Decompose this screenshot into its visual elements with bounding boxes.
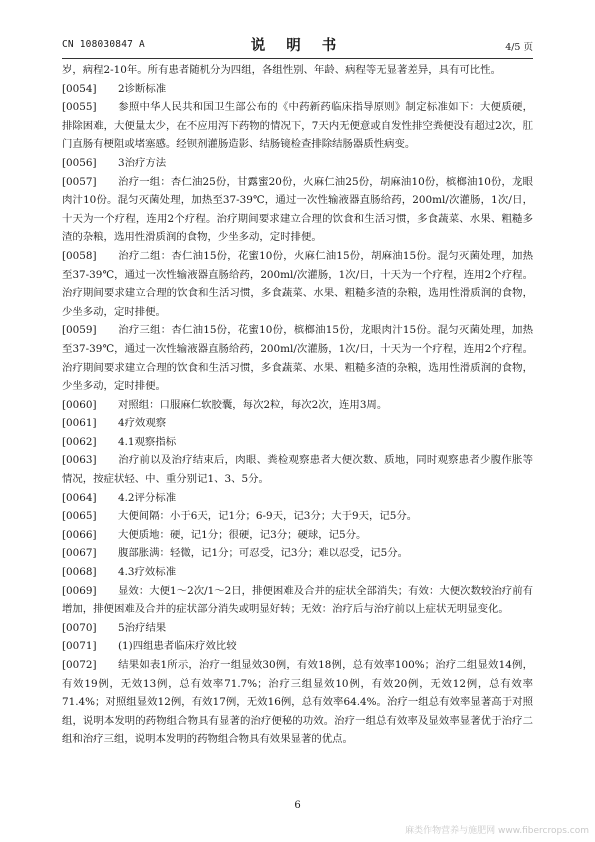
paragraph-text: 治疗三组：杏仁油15份，花蜜10份，槟榔油15份，龙眼肉汁15份。混匀灭菌处理，加热至37-39℃，通过一次性输液器直肠给药，200ml/次灌肠，1次/日，十天为一个疗程，连用2个疗程。治疗期间要求建立合理的饮食和生活习惯，多食蔬菜、水果、粗糙多渣的杂粮，选用性滑质润的食物，少坐多动，定时排便。 — [62, 324, 533, 393]
paragraph-number: [0057] — [62, 175, 97, 188]
paragraph — [62, 526, 533, 545]
paragraph — [62, 80, 533, 99]
paragraph-text: 结果如表1所示，治疗一组显效30例，有效18例，总有效率100%；治疗二组显效14例，有效19例，无效13例，总有效率71.7%；治疗三组显效10例，有效20例，无效12例，总有效率71.4%；对照组显效12例，有效17例，无效16例，总有效率64.4%。治疗一组总有效率显著高于对照组，说明本发明的药物组合物具有显著的治疗便秘的功效。治疗一组总有效率及显效率显著优于治疗二组和治疗三组，说明本发明的药物组合物具有效果显著的优点。 — [62, 659, 533, 746]
paragraph — [62, 61, 533, 80]
paragraph-number: [0065] — [62, 510, 97, 523]
paragraph-number: [0062] — [62, 435, 97, 448]
paragraph — [62, 247, 533, 321]
paragraph — [62, 507, 533, 526]
paragraph-number: [0064] — [62, 491, 97, 504]
patent-number: CN 108030847 A — [62, 39, 145, 50]
paragraph — [62, 98, 533, 154]
paragraph-number: [0059] — [62, 324, 97, 337]
paragraph-text: 5治疗结果 — [118, 621, 167, 634]
paragraph-text: 4.3疗效标准 — [118, 566, 177, 579]
paragraph — [62, 544, 533, 563]
paragraph-text: 3治疗方法 — [118, 156, 167, 169]
paragraph — [62, 173, 533, 247]
document-body — [62, 61, 533, 749]
paragraph-number: [0072] — [62, 659, 97, 671]
paragraph-text: 治疗一组：杏仁油25份，甘露蜜20份，火麻仁油25份，胡麻油10份，槟榔油10份，龙眼肉汁10份。混匀灭菌处理，加热至37-39℃，通过一次性输液器直肠给药，200ml/次灌肠，1次/日，十天为一个疗程，连用2个疗程。治疗期间要求建立合理的饮食和生活习惯，多食蔬菜、水果、粗糙多渣的杂粮，选用性滑质润的食物，少坐多动，定时排便。 — [62, 175, 533, 244]
paragraph — [62, 396, 533, 415]
paragraph — [62, 451, 533, 488]
paragraph-number: [0063] — [62, 454, 97, 467]
paragraph — [62, 563, 533, 582]
paragraph-number: [0071] — [62, 640, 97, 653]
paragraph-number: [0054] — [62, 82, 97, 95]
page-title: 说 明 书 — [250, 37, 345, 54]
paragraph-number: [0069] — [62, 584, 97, 597]
paragraph-number: [0058] — [62, 249, 97, 262]
paragraph-text: 4.1观察指标 — [118, 435, 177, 448]
paragraph — [62, 637, 533, 656]
paragraph — [62, 619, 533, 638]
header-rule — [62, 58, 533, 59]
paragraph-text: 2诊断标准 — [118, 82, 167, 95]
paragraph-number: [0060] — [62, 398, 97, 411]
paragraph-text: 腹部胀满：轻微，记1分；可忍受，记3分；难以忍受，记5分。 — [118, 547, 408, 560]
paragraph-number: [0061] — [62, 417, 97, 430]
paragraph — [62, 154, 533, 173]
paragraph-text: 4.2评分标准 — [118, 491, 177, 504]
paragraph — [62, 489, 533, 508]
paragraph — [62, 656, 533, 749]
page-indicator: 4/5 页 — [505, 42, 533, 53]
paragraph-text: 显效：大便1～2次/1～2日，排便困难及合并的症状全部消失；有效：大便次数较治疗前有增加，排便困难及合并的症状部分消失或明显好转；无效：治疗后与治疗前以上症状无明显变化。 — [62, 584, 533, 616]
paragraph — [62, 321, 533, 395]
paragraph-number: [0068] — [62, 566, 97, 579]
page-header — [62, 34, 533, 56]
paragraph-text: 岁，病程2-10年。所有患者随机分为四组，各组性别、年龄、病程等无显著差异，具有可比性。 — [62, 64, 501, 76]
paragraph-text: 大便质地：硬，记1分；很硬，记3分；硬球，记5分。 — [118, 528, 367, 541]
paragraph-text: (1)四组患者临床疗效比较 — [118, 640, 237, 653]
paragraph-text: 对照组：口服麻仁软胶囊，每次2粒，每次2次，连用3周。 — [118, 398, 388, 411]
paragraph-number: [0066] — [62, 528, 97, 541]
paragraph-number: [0067] — [62, 547, 97, 560]
paragraph — [62, 433, 533, 452]
paragraph-number: [0055] — [62, 101, 97, 114]
paragraph-text: 参照中华人民共和国卫生部公布的《中药新药临床指导原则》制定标准如下：大便质硬，排除困难，大便量太少，在不应用泻下药物的情况下，7天内无便意或自发性排空粪便没有超过2次，肛门直肠有梗阻或堵塞感。经钡剂灌肠造影、结肠镜检查排除结肠器质性病变。 — [62, 101, 533, 151]
paragraph-text: 4疗效观察 — [118, 417, 167, 430]
page-number: 6 — [294, 800, 301, 811]
paragraph — [62, 414, 533, 433]
paragraph-text: 治疗二组：杏仁油15份，花蜜10份，火麻仁油15份，胡麻油15份。混匀灭菌处理，加热至37-39℃，通过一次性输液器直肠给药，200ml/次灌肠，1次/日，十天为一个疗程，连用2个疗程。治疗期间要求建立合理的饮食和生活习惯，多食蔬菜、水果、粗糙多渣的杂粮，选用性滑质润的食物，少坐多动，定时排便。 — [62, 249, 533, 318]
paragraph-text: 治疗前以及治疗结束后，肉眼、粪检观察患者大便次数、质地，同时观察患者少腹作胀等情况，按症状轻、中、重分别记1、3、5分。 — [62, 454, 533, 486]
watermark: 麻类作物营养与施肥网 www.fibercrops.com — [405, 826, 589, 836]
paragraph-number: [0070] — [62, 621, 97, 634]
paragraph-text: 大便间隔：小于6天，记1分；6-9天，记3分；大于9天，记5分。 — [118, 510, 418, 523]
paragraph-number: [0056] — [62, 156, 97, 169]
paragraph — [62, 582, 533, 619]
